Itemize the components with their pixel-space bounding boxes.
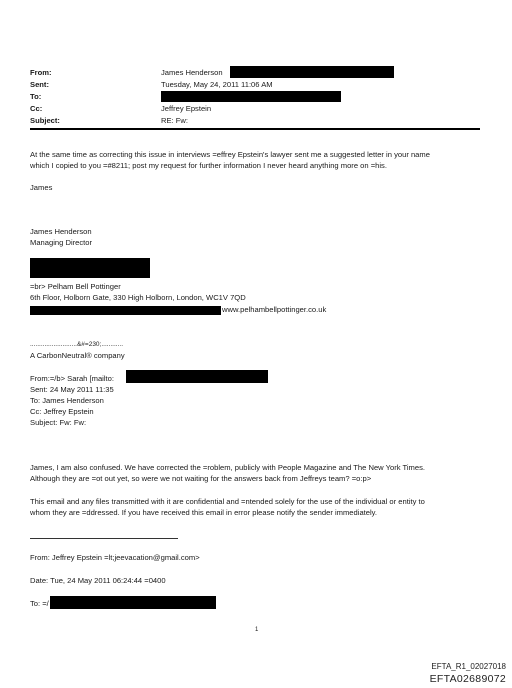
signature-website: www.pelhambellpottinger.co.uk: [222, 305, 327, 314]
to-label: To:: [30, 92, 42, 101]
from-value: James Henderson: [161, 68, 223, 77]
footer-id-2: EFTA02689072: [429, 673, 506, 685]
carbon-neutral-line: A CarbonNeutral® company: [30, 351, 125, 360]
from-label: From:: [30, 68, 52, 77]
page-number: 1: [255, 627, 259, 633]
signature-name: James Henderson: [30, 227, 92, 236]
header-divider: [30, 128, 480, 130]
body-line: which I copied to you =#8211; post my request for further information I never heard anything more on =his.: [30, 161, 387, 170]
subject-value: RE: Fw:: [161, 116, 189, 125]
signoff: James: [30, 183, 53, 192]
fwd-to: To: James Henderson: [30, 396, 104, 405]
fwd-subject: Subject: Fw: Fw:: [30, 418, 87, 427]
orig-to: To: =/: [30, 599, 49, 608]
fwd-body-line: Although they are =ot out yet, so were we not waiting for the answers back from Jeffreys team? =o:p>: [30, 474, 372, 483]
signature-title: Managing Director: [30, 238, 93, 247]
redaction-block: [30, 258, 150, 278]
sent-label: Sent:: [30, 80, 49, 89]
signature-dots: ..........................&#=230;............: [30, 341, 124, 348]
sent-value: Tuesday, May 24, 2011 11:06 AM: [161, 80, 273, 89]
signature-company: =br> Pelham Bell Pottinger: [30, 282, 121, 291]
redaction-block: [50, 596, 216, 609]
fwd-sent: Sent: 24 May 2011 11:35: [30, 385, 114, 394]
orig-date: Date: Tue, 24 May 2011 06:24:44 =0400: [30, 576, 166, 585]
disclaimer-line: This email and any files transmitted with it are confidential and =ntended solely for the use of the individual or entity to: [30, 497, 425, 506]
cc-value: Jeffrey Epstein: [161, 104, 212, 113]
fwd-from: From:=/b> Sarah [mailto:: [30, 374, 114, 383]
fwd-cc: Cc: Jeffrey Epstein: [30, 407, 94, 416]
cc-label: Cc:: [30, 104, 43, 113]
redaction-block: [126, 370, 268, 383]
fwd-body-line: James, I am also confused. We have corrected the =roblem, publicly with People Magazine and The New York Times.: [30, 463, 426, 472]
quote-divider: [30, 538, 178, 539]
signature-address: 6th Floor, Holborn Gate, 330 High Holborn, London, WC1V 7QD: [30, 293, 246, 302]
redaction-block: [30, 306, 221, 315]
body-line: At the same time as correcting this issue in interviews =effrey Epstein's lawyer sent me a suggested letter in your name: [30, 150, 430, 159]
redaction-block: [161, 91, 341, 102]
disclaimer-line: whom they are =ddressed. If you have received this email in error please notify the sender immediately.: [30, 508, 378, 517]
orig-from: From: Jeffrey Epstein =lt;jeevacation@gmail.com>: [30, 553, 200, 562]
subject-label: Subject:: [30, 116, 60, 125]
redaction-block: [230, 66, 394, 78]
footer-id-1: EFTA_R1_02027018: [431, 662, 506, 671]
